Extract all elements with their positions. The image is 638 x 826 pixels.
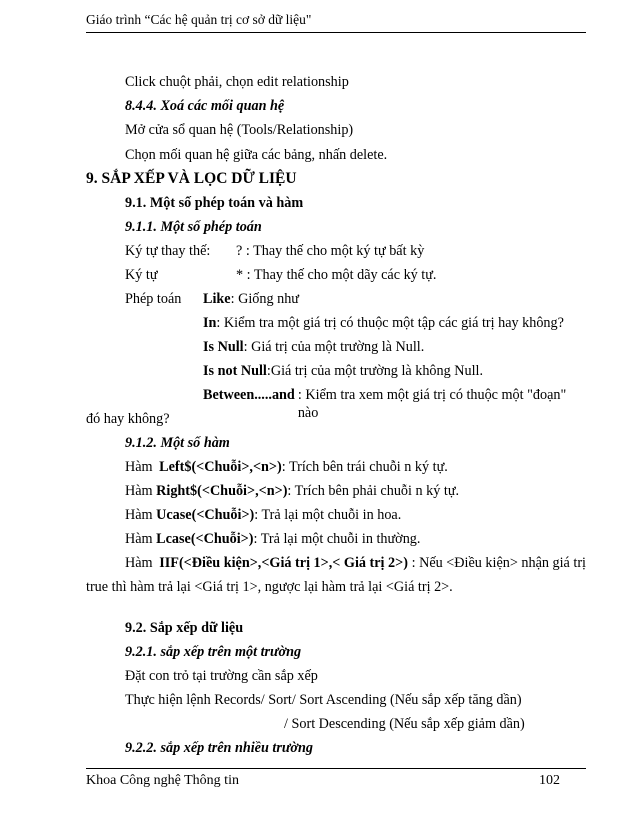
- operator-is-not-null: [203, 362, 483, 380]
- text-line: Click chuột phải, chọn edit relationship: [125, 74, 349, 90]
- subsection-heading: 9.1.2. Một số hàm: [125, 435, 230, 451]
- operator-name: Is not Null: [203, 363, 267, 379]
- function-right: [125, 482, 459, 500]
- wildcard-desc: ? : Thay thế cho một ký tự bất kỳ: [236, 243, 425, 259]
- function-lcase: [125, 530, 420, 548]
- function-name: Ucase(<Chuỗi>): [156, 507, 255, 523]
- footer-rule: [86, 768, 586, 769]
- function-name: Lcase(<Chuỗi>): [156, 531, 254, 547]
- function-prefix: Hàm: [125, 507, 157, 523]
- text-line: Mở cửa sổ quan hệ (Tools/Relationship): [125, 122, 354, 138]
- wildcard-desc: * : Thay thế cho một dãy các ký tự.: [236, 267, 437, 283]
- operator-is-null: [203, 338, 424, 356]
- subsection-heading: 9.2.1. sắp xếp trên một trường: [125, 644, 302, 660]
- text-line: Chọn mối quan hệ giữa các bảng, nhấn delete.: [125, 147, 388, 163]
- function-prefix: Hàm: [125, 459, 157, 475]
- function-desc: : Trích bên trái chuỗi n ký tự.: [281, 459, 448, 475]
- function-desc: : Nếu <Điều kiện> nhận giá trị: [411, 555, 586, 571]
- text-line: Đặt con trỏ tại trường cần sắp xếp: [125, 668, 318, 684]
- function-name: Left$(<Chuỗi>,<n>): [159, 459, 282, 475]
- operator-label: Phép toán: [125, 291, 182, 307]
- operator-in: [203, 314, 564, 332]
- function-ucase: [125, 506, 401, 524]
- page-number: 102: [539, 773, 560, 788]
- operator-between: [203, 386, 586, 422]
- function-prefix: Hàm: [125, 483, 157, 499]
- text-line: Thực hiện lệnh Records/ Sort/ Sort Ascending (Nếu sắp xếp tăng dần): [125, 692, 522, 708]
- operator-desc: : Giống như: [230, 291, 299, 307]
- function-name: IIF(<Điều kiện>,<Giá trị 1>,< Giá trị 2>): [159, 555, 408, 571]
- function-iif: [125, 554, 586, 572]
- operator-desc: :Giá trị của một trường là không Null.: [266, 363, 484, 379]
- operator-name: In: [203, 315, 217, 331]
- operator-desc: : Giá trị của một trường là Null.: [243, 339, 425, 355]
- function-name: Right$(<Chuỗi>,<n>): [156, 483, 288, 499]
- text-line: true thì hàm trả lại <Giá trị 1>, ngược lại hàm trả lại <Giá trị 2>.: [86, 579, 453, 595]
- text-line: / Sort Descending (Nếu sắp xếp giảm dần): [284, 716, 525, 732]
- subsection-heading: 9.2. Sắp xếp dữ liệu: [125, 620, 244, 636]
- header-rule: [86, 32, 586, 33]
- function-left: [125, 458, 448, 476]
- function-prefix: Hàm: [125, 555, 153, 571]
- subsection-heading: 8.4.4. Xoá các mối quan hệ: [125, 98, 285, 114]
- section-heading: 9. SẮP XẾP VÀ LỌC DỮ LIỆU: [86, 170, 297, 187]
- function-prefix: Hàm: [125, 531, 157, 547]
- operator-like: [203, 290, 299, 308]
- subsection-heading: 9.2.2. sắp xếp trên nhiều trường: [125, 740, 313, 756]
- function-desc: : Trích bên phải chuỗi n ký tự.: [287, 483, 460, 499]
- subsection-heading: 9.1. Một số phép toán và hàm: [125, 195, 304, 211]
- subsection-heading: 9.1.1. Một số phép toán: [125, 219, 262, 235]
- operator-desc: : Kiểm tra một giá trị có thuộc một tập các giá trị hay không?: [216, 315, 564, 331]
- function-desc: : Trả lại một chuỗi in thường.: [253, 531, 421, 547]
- operator-name: Like: [203, 291, 231, 307]
- operator-name: Is Null: [203, 339, 244, 355]
- operator-name: Between.....and: [203, 387, 295, 403]
- operator-desc: : Kiểm tra xem một giá trị có thuộc một "đoạn" nào: [297, 387, 567, 421]
- footer-faculty: Khoa Công nghệ Thông tin: [86, 773, 239, 788]
- wildcard-label: Ký tự: [125, 267, 158, 283]
- running-header: Giáo trình “Các hệ quản trị cơ sở dữ liệu": [86, 12, 312, 27]
- wildcard-label: Ký tự thay thế:: [125, 243, 211, 259]
- text-line: đó hay không?: [86, 411, 170, 427]
- function-desc: : Trả lại một chuỗi in hoa.: [254, 507, 402, 523]
